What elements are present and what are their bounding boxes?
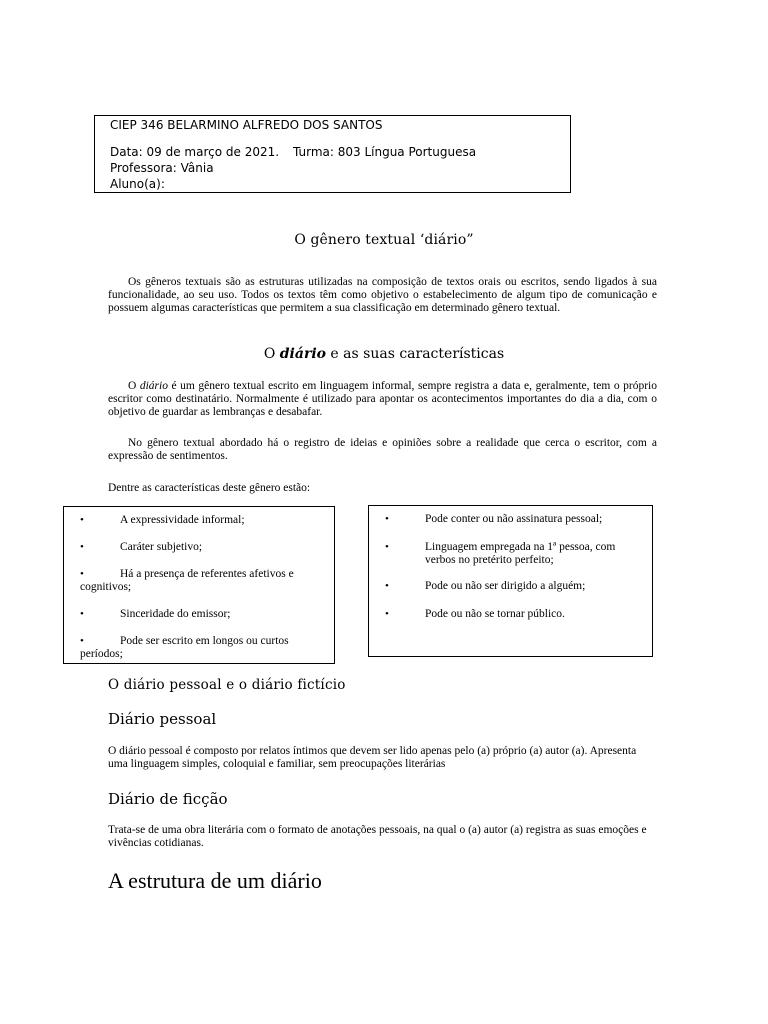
list-item-text: Pode ou não ser dirigido a alguém; <box>425 580 586 592</box>
diario-paragraph <box>108 380 657 419</box>
list-item <box>80 514 325 527</box>
bullet-icon: • <box>385 608 389 620</box>
date-label: Data: 09 de março de 2021. <box>110 145 280 159</box>
teacher-label: Professora: Vânia <box>110 161 214 175</box>
subheading-emphasis: diário <box>279 346 326 362</box>
list-item <box>385 541 645 567</box>
section-heading: O diário pessoal e o diário fictício <box>108 677 346 693</box>
fiction-paragraph: Trata-se de uma obra literária com o formato de anotações pessoais, na qual o (a) autor (a) registra as suas emoções e vivências cotidianas. <box>108 824 647 849</box>
list-item-text: Há a presença de referentes afetivos e cognitivos; <box>80 568 294 593</box>
list-item-text <box>385 541 645 567</box>
list-item-text: A expressividade informal; <box>120 514 245 526</box>
list-item <box>385 513 645 526</box>
bullet-icon: • <box>80 635 84 647</box>
list-item <box>385 580 645 593</box>
bullet-icon: • <box>385 541 389 553</box>
list-item <box>385 608 645 621</box>
list-item-text: Pode conter ou não assinatura pessoal; <box>425 513 603 525</box>
subheading-suffix: e as suas características <box>325 346 505 362</box>
list-item <box>80 568 325 594</box>
personal-heading: Diário pessoal <box>108 710 217 728</box>
diario-rest: é um gênero textual escrito em linguagem informal, sempre registra a data e, geralmente, tem o próprio escritor como destinatário. Normalmente é utilizado para apontar os acontecimentos importantes do dia a dia, com o objetivo de guardar as lembranças e desabafar. <box>108 380 657 418</box>
structure-heading: A estrutura de um diário <box>108 868 322 893</box>
page-title: O gênero textual ‘diário” <box>294 232 474 248</box>
bullet-icon: • <box>80 608 84 620</box>
personal-paragraph: O diário pessoal é composto por relatos íntimos que devem ser lido apenas pelo (a) próprio (a) autor (a). Apresenta uma linguagem simples, coloquial e familiar, sem preocupações literárias <box>108 745 637 770</box>
ideas-paragraph: No gênero textual abordado há o registro de ideias e opiniões sobre a realidade que cerca o escritor, com a expressão de sentimentos. <box>108 437 657 462</box>
list-item-text: Pode ser escrito em longos ou curtos períodos; <box>80 635 289 660</box>
bullet-icon: • <box>80 541 84 553</box>
header-box <box>94 115 571 193</box>
subheading-prefix: O <box>263 346 280 362</box>
list-item-text: Caráter subjetivo; <box>120 541 203 553</box>
school-name: CIEP 346 BELARMINO ALFREDO DOS SANTOS <box>110 118 383 132</box>
bullet-icon: • <box>80 514 84 526</box>
left-characteristics-box <box>63 506 335 664</box>
intro-paragraph: Os gêneros textuais são as estruturas utilizadas na composição de textos orais ou escritos, sendo ligados à sua funcionalidade, ao seu uso. Todos os textos têm como objetivo o estabelecimento de algum tipo de comunicação e possuem algumas características que permitem a sua classificação em determinado gênero textual. <box>108 276 657 314</box>
list-item-text-inner: Linguagem empregada na 1ª pessoa, com verbos no pretérito perfeito; <box>425 541 616 566</box>
class-label: Turma: 803 Língua Portuguesa <box>293 145 477 159</box>
characteristics-heading <box>0 346 768 362</box>
list-intro: Dentre as características deste gênero estão: <box>108 482 311 494</box>
list-item <box>80 635 325 661</box>
list-item-text: Pode ou não se tornar público. <box>425 608 565 620</box>
bullet-icon: • <box>80 568 84 580</box>
bullet-icon: • <box>385 513 389 525</box>
fiction-heading: Diário de ficção <box>108 790 228 808</box>
diario-emphasis: diário <box>139 380 168 392</box>
diario-lead: O <box>128 380 140 392</box>
list-item-text: Sinceridade do emissor; <box>120 608 231 620</box>
right-characteristics-box <box>368 505 653 657</box>
list-item <box>80 608 325 621</box>
bullet-icon: • <box>385 580 389 592</box>
student-label: Aluno(a): <box>110 177 165 191</box>
list-item <box>80 541 325 554</box>
